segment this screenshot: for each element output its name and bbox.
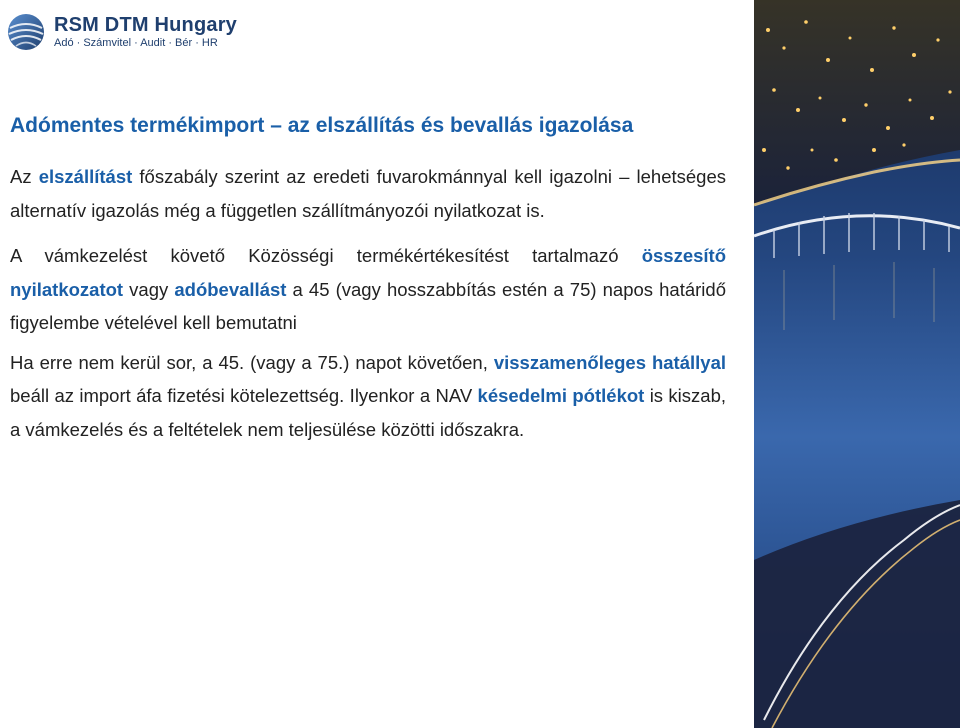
paragraph-consequences — [10, 346, 726, 447]
text-run: is kiszab, a vámkezelés és a feltételek nem teljesülése közötti időszakra. — [10, 385, 727, 440]
paragraph-summary-declaration — [10, 239, 726, 340]
text-run: A vámkezelést követő Közösségi termékértékesítést tartalmazó — [10, 245, 642, 266]
highlight-elszallitast: elszállítást — [38, 166, 133, 187]
paragraph-transport-proof — [10, 160, 726, 227]
text-run: a 45 (vagy hosszabbítás estén a 75) napos határidő figyelembe vételével kell bemutatni — [10, 278, 726, 333]
text-run: Az — [10, 166, 39, 187]
highlight-osszesito-nyilatkozat: összesítő nyilatkozatot — [10, 245, 726, 300]
highlight-visszamenoleges: visszamenőleges hatállyal — [493, 351, 726, 373]
globe-logo-icon — [6, 12, 46, 52]
text-run: vagy — [123, 278, 175, 300]
highlight-adobevallas: adóbevallást — [174, 278, 287, 300]
text-run: Ha erre nem kerül sor, a 45. (vagy a 75.) napot követően, — [10, 351, 494, 373]
text-run: főszabály szerint az eredeti fuvarokmánnyal kell igazolni – lehetséges alternatív igazolás még a független szállítmányozói nyilatkozat is. — [10, 166, 726, 221]
text-run: beáll az import áfa fizetési kötelezettség. Ilyenkor a NAV — [10, 385, 478, 406]
city-night-photo — [754, 0, 960, 728]
slide-title: Adómentes termékimport – az elszállítás és bevallás igazolása — [10, 114, 634, 137]
company-logo — [6, 12, 237, 52]
logo-name: RSM DTM Hungary — [54, 14, 237, 36]
logo-tagline: Adó · Számvitel · Audit · Bér · HR — [54, 37, 218, 49]
highlight-kesedelmi-potlek: késedelmi pótlékot — [477, 385, 645, 406]
slide-content — [10, 112, 726, 446]
